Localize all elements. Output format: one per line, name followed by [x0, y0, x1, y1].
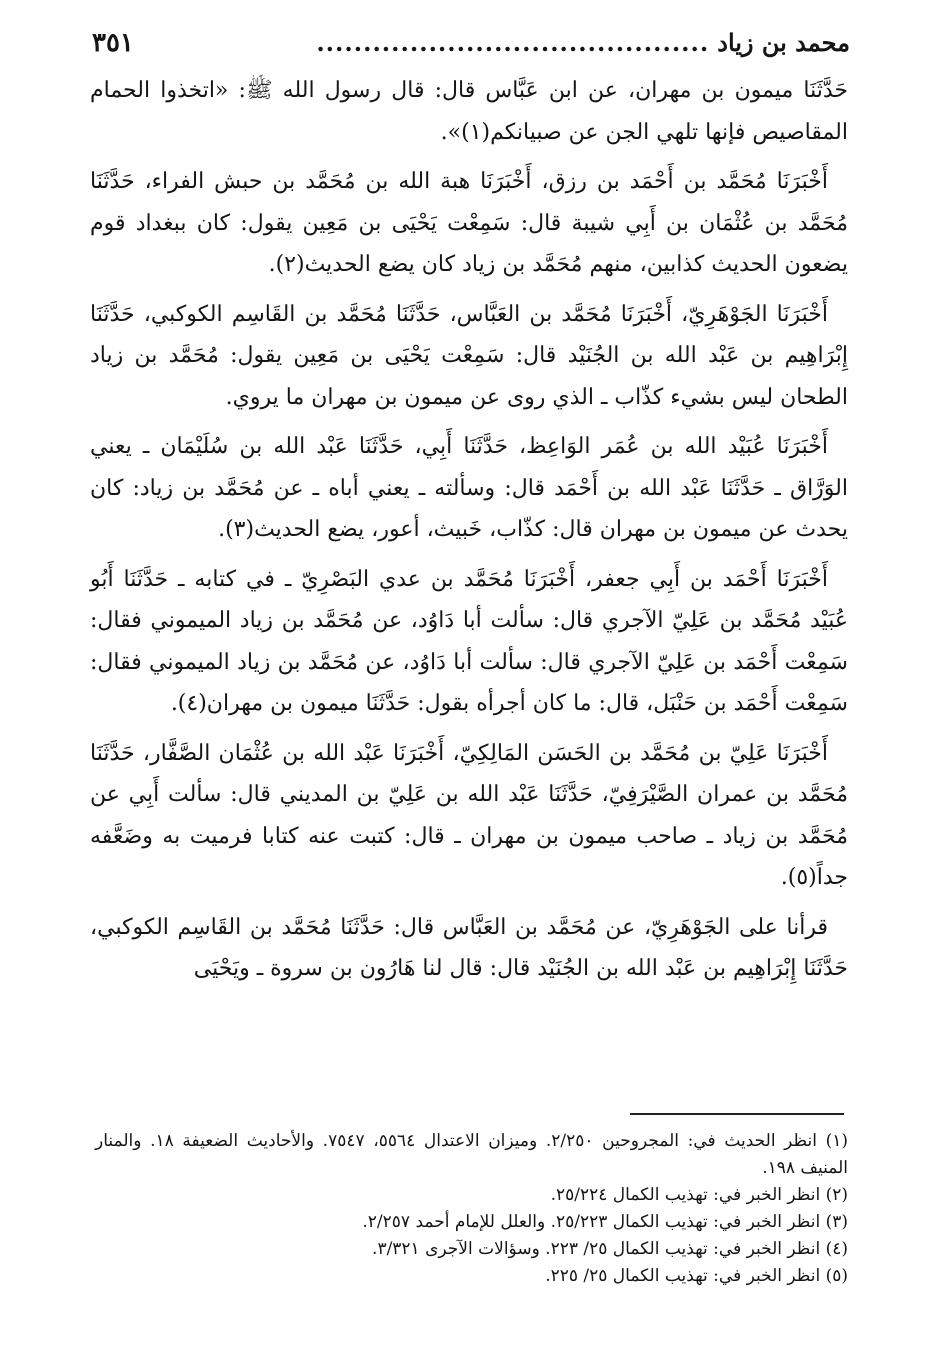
footnotes — [95, 1128, 848, 1290]
paragraph: قرأنا على الجَوْهَرِيّ، عن مُحَمَّد بن العَبَّاس قال: حَدَّثَنَا مُحَمَّد بن القَاسِم الكوكبي، حَدَّثَنَا إِبْرَاهِيم بن عَبْد الله بن الجُنَيْد قال: قال لنا هَارُون بن سروة ـ ويَحْيَى — [90, 914, 848, 981]
paragraph: أَخْبَرَنَا أَحْمَد بن أَبِي جعفر، أَخْبَرَنَا مُحَمَّد بن عدي البَصْرِيّ ـ في كتابه ـ حَدَّثَنَا أَبُو عُبَيْد مُحَمَّد بن عَلِيّ الآجري قال: سألت أبا دَاوُد، عن مُحَمَّد بن زياد الميموني فقال: سَمِعْت أَحْمَد بن عَلِيّ الآجري قال: سألت أبا دَاوُد، عن مُحَمَّد بن زياد الميموني فقال: سَمِعْت أَحْمَد بن حَنْبَل، قال: ما كان أجرأه بقول: حَدَّثَنَا ميمون بن مهران(٤). — [90, 566, 848, 716]
footnote: (٥) انظر الخبر في: تهذيب الكمال ٢٥/ ٢٢٥. — [545, 1266, 848, 1286]
main-text — [90, 70, 848, 998]
footnote: (٢) انظر الخبر في: تهذيب الكمال ٢٥/٢٢٤. — [550, 1185, 848, 1205]
footnote-separator — [630, 1113, 844, 1115]
paragraph: أَخْبَرَنَا عُبَيْد الله بن عُمَر الوَاعِظ، حَدَّثَنَا أَبِي، حَدَّثَنَا عَبْد الله بن سُلَيْمَان ـ يعني الوَرَّاق ـ حَدَّثَنَا عَبْد الله بن أَحْمَد قال: وسألته ـ يعني أباه ـ عن مُحَمَّد بن زياد: كان يحدث عن ميمون بن مهران قال: كذّاب، خَبيث، أعور، يضع الحديث(٣). — [90, 434, 848, 542]
paragraph: أَخْبَرَنَا عَلِيّ بن مُحَمَّد بن الحَسَن المَالِكِيّ، أَخْبَرَنَا عَبْد الله بن عُثْمَان الصَّفَّار، حَدَّثَنَا مُحَمَّد بن عمران الصَّيْرَفِيّ، حَدَّثَنَا عَبْد الله بن عَلِيّ بن المديني قال: سألت أَبِي عن مُحَمَّد بن زياد ـ صاحب ميمون بن مهران ـ قال: كتبت عنه كتابا فرميت به وضَعَّفه جداً(٥). — [90, 740, 848, 890]
running-header — [92, 26, 850, 60]
header-leader-dots: .......................................... — [316, 28, 710, 57]
paragraph: أَخْبَرَنَا مُحَمَّد بن أَحْمَد بن رزق، أَخْبَرَنَا هبة الله بن مُحَمَّد بن حبش الفراء، حَدَّثَنَا مُحَمَّد بن عُثْمَان بن أَبِي شيبة قال: سَمِعْت يَحْيَى بن مَعِين يقول: كان ببغداد قوم يضعون الحديث كذابين، منهم مُحَمَّد بن زياد كان يضع الحديث(٢). — [90, 169, 848, 277]
paragraph: حَدَّثَنَا ميمون بن مهران، عن ابن عَبَّاس قال: قال رسول الله ﷺ: «اتخذوا الحمام المقاصيص فإنها تلهي الجن عن صبيانكم(١)». — [90, 78, 848, 145]
footnote: (٣) انظر الخبر في: تهذيب الكمال ٢٥/٢٢٣. والعلل للإمام أحمد ٢/٢٥٧. — [362, 1212, 848, 1232]
paragraph: أَخْبَرَنَا الجَوْهَرِيّ، أَخْبَرَنَا مُحَمَّد بن العَبَّاس، حَدَّثَنَا مُحَمَّد بن القَاسِم الكوكبي، حَدَّثَنَا إِبْرَاهِيم بن عَبْد الله بن الجُنَيْد قال: سَمِعْت يَحْيَى بن مَعِين يقول: مُحَمَّد بن زياد الطحان ليس بشيء كذّاب ـ الذي روى عن ميمون بن مهران ما يروي. — [90, 301, 848, 410]
header-title: محمد بن زياد — [717, 28, 850, 57]
page-number: ٣٥١ — [92, 28, 134, 58]
footnote: (٤) انظر الخبر في: تهذيب الكمال ٢٥/ ٢٢٣. وسؤالات الآجرى ٣/٣٢١. — [372, 1239, 848, 1259]
footnote: (١) انظر الحديث في: المجروحين ٢/٢٥٠. وميزان الاعتدال ٥٥٦٤، ٧٥٤٧. والأحاديث الضعيفة ١٨. والمنار المنيف ١٩٨. — [95, 1131, 848, 1178]
